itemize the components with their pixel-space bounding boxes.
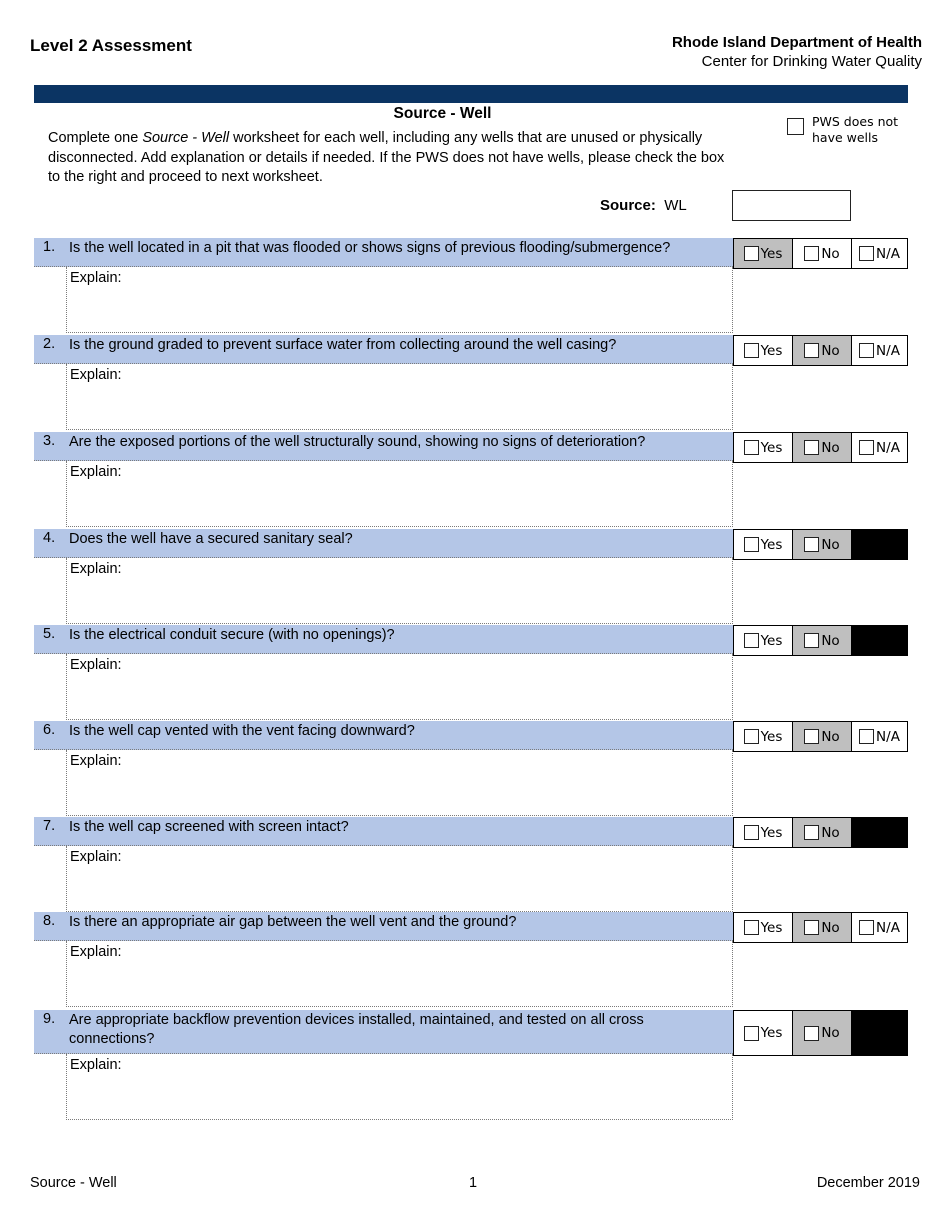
yes-option[interactable] (734, 626, 793, 655)
yes-checkbox[interactable] (744, 825, 759, 840)
yes-option[interactable] (734, 530, 793, 559)
page-number: 1 (469, 1175, 478, 1191)
source-prefix: WL (664, 197, 687, 214)
na-label: N/A (876, 728, 900, 745)
footer-date: December 2019 (816, 1175, 920, 1191)
answer-options (733, 912, 908, 943)
question-text: Is the well cap screened with screen intact? (69, 819, 349, 835)
intro-em: Source - Well (142, 130, 230, 146)
na-option[interactable] (852, 433, 907, 462)
na-option[interactable] (852, 913, 907, 942)
yes-option[interactable] (734, 239, 793, 268)
yes-checkbox[interactable] (744, 633, 759, 648)
no-checkbox[interactable] (804, 729, 819, 744)
na-label: N/A (876, 342, 900, 359)
explain-field[interactable] (66, 267, 733, 333)
explain-field[interactable] (66, 1054, 733, 1120)
section-title: Source - Well (393, 105, 492, 122)
no-label: No (821, 342, 840, 359)
na-label: N/A (876, 439, 900, 456)
question-bar (34, 817, 733, 846)
question-text: Does the well have a secured sanitary seal? (69, 531, 353, 547)
no-option[interactable] (793, 1011, 852, 1055)
source-label (600, 197, 687, 214)
no-checkbox[interactable] (804, 537, 819, 552)
footer-left: Source - Well (30, 1175, 117, 1191)
explain-label: Explain: (70, 561, 122, 577)
explain-field[interactable] (66, 364, 733, 430)
question-number: 8. (43, 913, 56, 929)
yes-label: Yes (760, 439, 783, 456)
intro-pre: Complete one (48, 130, 143, 146)
explain-label: Explain: (70, 1057, 122, 1073)
question-bar (34, 432, 733, 461)
answer-options (733, 625, 908, 656)
no-option[interactable] (793, 239, 852, 268)
yes-label: Yes (760, 342, 783, 359)
explain-field[interactable] (66, 941, 733, 1007)
question-text: Is the electrical conduit secure (with no openings)? (69, 627, 395, 643)
question-number: 1. (43, 239, 56, 255)
question-number: 7. (43, 818, 56, 834)
na-checkbox[interactable] (859, 729, 874, 744)
no-label: No (821, 536, 840, 553)
yes-option[interactable] (734, 1011, 793, 1055)
answer-options (733, 432, 908, 463)
yes-label: Yes (760, 824, 783, 841)
na-checkbox[interactable] (859, 246, 874, 261)
blank-cell (852, 818, 907, 847)
na-label: N/A (876, 919, 900, 936)
explain-field[interactable] (66, 846, 733, 912)
no-wells-checkbox[interactable] (787, 118, 804, 135)
question-number: 6. (43, 722, 56, 738)
no-label: No (821, 632, 840, 649)
yes-option[interactable] (734, 433, 793, 462)
question-text: Are appropriate backflow prevention devices installed, maintained, and tested on all cross connections? (69, 1012, 644, 1047)
na-label: N/A (876, 245, 900, 262)
source-input[interactable] (732, 190, 851, 221)
answer-options (733, 529, 908, 560)
no-option[interactable] (793, 818, 852, 847)
explain-label: Explain: (70, 753, 122, 769)
question-bar (34, 912, 733, 941)
no-label: No (821, 824, 840, 841)
section-intro (48, 129, 728, 188)
yes-checkbox[interactable] (744, 343, 759, 358)
answer-options (733, 817, 908, 848)
question-bar (34, 335, 733, 364)
yes-checkbox[interactable] (744, 1026, 759, 1041)
answer-options (733, 721, 908, 752)
yes-checkbox[interactable] (744, 246, 759, 261)
blank-cell (852, 530, 907, 559)
yes-checkbox[interactable] (744, 729, 759, 744)
question-bar (34, 1010, 733, 1054)
no-option[interactable] (793, 336, 852, 365)
yes-label: Yes (760, 919, 783, 936)
no-label: No (821, 1025, 840, 1041)
org-name: Rhode Island Department of Health (671, 34, 922, 51)
explain-label: Explain: (70, 270, 122, 286)
question-bar (34, 238, 733, 267)
question-bar (34, 625, 733, 654)
blank-cell (852, 1011, 907, 1055)
question-number: 3. (43, 433, 56, 449)
header-org-block (672, 34, 922, 72)
yes-label: Yes (760, 728, 783, 745)
na-checkbox[interactable] (859, 343, 874, 358)
intro-post: worksheet for each well, including any wells that are unused or physically disconnected. Add explanation or details if needed. If the PWS does not have wells, please check the box to the right and proceed to next worksheet. (48, 130, 725, 185)
no-checkbox[interactable] (804, 440, 819, 455)
no-wells-label: PWS does not have wells (812, 114, 899, 145)
yes-label: Yes (760, 536, 783, 553)
question-number: 5. (43, 626, 56, 642)
explain-field[interactable] (66, 750, 733, 816)
no-label: No (821, 245, 840, 262)
na-option[interactable] (852, 336, 907, 365)
question-text: Is there an appropriate air gap between the well vent and the ground? (69, 914, 517, 930)
yes-checkbox[interactable] (744, 537, 759, 552)
answer-options (733, 238, 908, 269)
no-checkbox[interactable] (804, 633, 819, 648)
blank-cell (852, 626, 907, 655)
no-checkbox[interactable] (804, 246, 819, 261)
question-bar (34, 721, 733, 750)
na-checkbox[interactable] (859, 920, 874, 935)
explain-label: Explain: (70, 367, 122, 383)
answer-options (733, 335, 908, 366)
yes-checkbox[interactable] (744, 440, 759, 455)
no-label: No (821, 439, 840, 456)
no-checkbox[interactable] (804, 920, 819, 935)
yes-option[interactable] (734, 818, 793, 847)
no-option[interactable] (793, 913, 852, 942)
explain-label: Explain: (70, 849, 122, 865)
explain-label: Explain: (70, 657, 122, 673)
no-label: No (821, 919, 840, 936)
explain-label: Explain: (70, 464, 122, 480)
no-checkbox[interactable] (804, 825, 819, 840)
yes-option[interactable] (734, 722, 793, 751)
yes-option[interactable] (734, 913, 793, 942)
explain-label: Explain: (70, 944, 122, 960)
yes-label: Yes (760, 1025, 783, 1041)
yes-label: Yes (760, 632, 783, 649)
explain-field[interactable] (66, 654, 733, 720)
no-label: No (821, 728, 840, 745)
no-option[interactable] (793, 433, 852, 462)
no-option[interactable] (793, 530, 852, 559)
question-text: Is the well cap vented with the vent facing downward? (69, 723, 415, 739)
question-text: Is the ground graded to prevent surface water from collecting around the well casing? (69, 337, 617, 353)
yes-checkbox[interactable] (744, 920, 759, 935)
question-text: Are the exposed portions of the well structurally sound, showing no signs of deterioration? (69, 434, 646, 450)
dept-name: Center for Drinking Water Quality (701, 53, 922, 70)
no-checkbox[interactable] (804, 1026, 819, 1041)
form-title: Level 2 Assessment (30, 36, 192, 55)
no-option[interactable] (793, 626, 852, 655)
na-option[interactable] (852, 722, 907, 751)
question-number: 9. (43, 1011, 56, 1027)
yes-label: Yes (760, 245, 783, 262)
question-number: 2. (43, 336, 56, 352)
source-label-text: Source: (600, 197, 656, 214)
header-band (34, 85, 908, 103)
explain-field[interactable] (66, 558, 733, 624)
no-checkbox[interactable] (804, 343, 819, 358)
question-text: Is the well located in a pit that was flooded or shows signs of previous flooding/submergence? (69, 240, 671, 256)
explain-field[interactable] (66, 461, 733, 527)
no-option[interactable] (793, 722, 852, 751)
na-option[interactable] (852, 239, 907, 268)
answer-options (733, 1010, 908, 1056)
yes-option[interactable] (734, 336, 793, 365)
question-bar (34, 529, 733, 558)
question-number: 4. (43, 530, 56, 546)
na-checkbox[interactable] (859, 440, 874, 455)
